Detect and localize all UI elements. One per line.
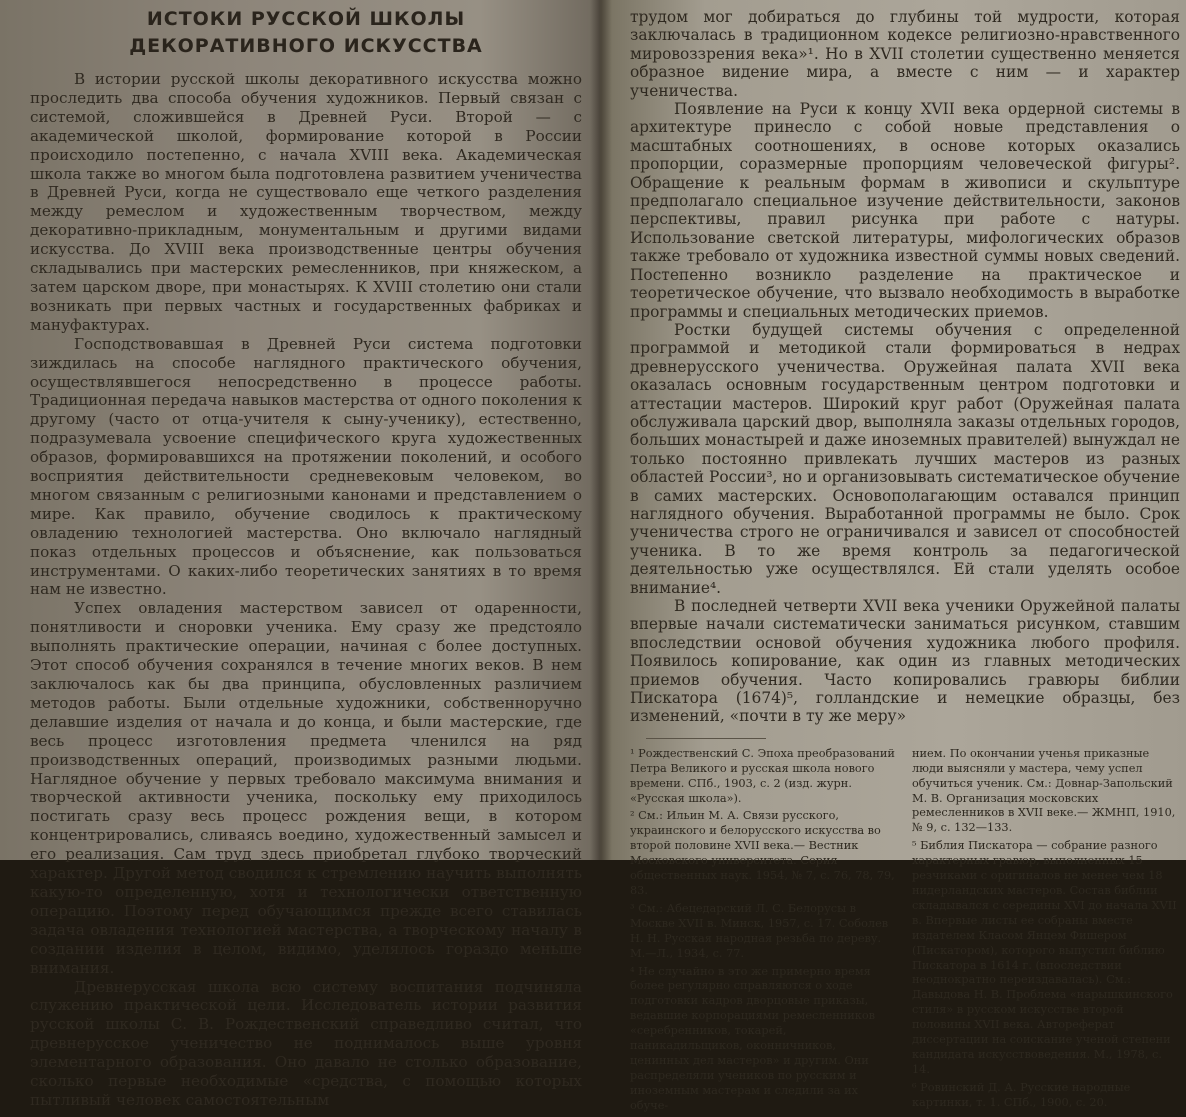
footnote: ¹ Рождественский С. Эпоха преобразований Петра Великого и русская школа нового времени. СПб., 1903, с. 2 (изд. журн. «Русская школа»). bbox=[630, 746, 895, 805]
paragraph: Древнерусская школа всю систему воспитания подчиняла служению практической цели. Исследователь истории развития русской школы С. В. Рождественский справедливо считал, что древнерусское ученичество не поднималось выше уровня элементарного образования. Оно давало не столько образование, сколько первые необходимые «средства, с помощью которых пытливый человек самостоятельным bbox=[30, 977, 582, 1109]
footnote: нием. По окончании ученья приказные люди выясняли у мастера, чему успел обучиться ученик. См.: Довнар-Запольский М. В. Организация московских ремесленников в XVII веке.— ЖМНП, 1910, № 9, с. 132—133. bbox=[912, 746, 1176, 835]
paragraph: В последней четверти XVII века ученики Оружейной палаты впервые начали систематически заниматься рисунком, ставшим впоследствии основой обучения художника любого профиля. Появилось копирование, как один из главных методических приемов обучения. Часто копировались гравюры библии Пискатора (1674)⁵, голландские и немецкие образцы, без изменений, «почти в ту же меру» bbox=[630, 597, 1180, 726]
paragraph: Успех овладения мастерством зависел от одаренности, понятливости и сноровки ученика. Ему сразу же предстояло выполнять практические операции, начиная с более доступных. Этот способ обучения сохранялся в течение многих веков. В нем заключалось как бы два принципа, обусловленных различием методов работы. Были отдельные художники, собственноручно делавшие изделия от начала и до конца, и были мастерские, где весь процесс изготовления предмета членился на ряд производственных операций, производимых разными людьми. Наглядное обучение у первых требовало максимума внимания и творческой активности ученика, поскольку ему приходилось постигать сразу весь процесс рождения вещи, в котором концентрировались, сливаясь воедино, художественный замысел и его реализация. Сам труд здесь приобретал глубоко творческий характер. Другой метод сводился к стремлению научить выполнять какую-то определенную, хотя и технологически ответственную операцию. Поэтому перед обучающимся прежде всего ставилась задача овладения технологией мастерства, а творческому началу в создании изделия в целом, видимо, уделялось гораздо меньше внимания. bbox=[30, 599, 582, 977]
chapter-title-line-1: ИСТОКИ РУССКОЙ ШКОЛЫ bbox=[146, 8, 466, 30]
book-gutter bbox=[590, 0, 612, 860]
paragraph: Появление на Руси к концу XVII века ордерной системы в архитектуре принесло с собой новые представления о масштабных соотношениях, в основе которых оказались пропорции, соразмерные пропорциям человеческой фигуры². Обращение к реальным формам в живописи и скульптуре предполагало специальное изучение действительности, законов перспективы, правил рисунка при работе с натуры. Использование светской литературы, мифологических образов также требовало от художника известной суммы новых сведений. Постепенно возникло разделение на практическое и теоретическое обучение, что вызвало необходимость в выработке программы и специальных методических приемов. bbox=[630, 100, 1180, 321]
footnote: ⁶ Ровинский Д. А. Русские народные картинки, т. 1. СПб., 1900, с. 20. bbox=[912, 1080, 1131, 1109]
chapter-title-line-2: ДЕКОРАТИВНОГО ИСКУССТВА bbox=[129, 35, 483, 57]
footnote-divider bbox=[646, 738, 766, 739]
paragraph: Ростки будущей системы обучения с определенной программой и методикой стали формироваться в недрах древнерусского ученичества. Оружейная палата XVII века оказалась основным государственным центром подготовки и аттестации мастеров. Широкий круг работ (Оружейная палата обслуживала царский двор, выполняла заказы отдельных городов, больших монастырей и даже иноземных правителей) вынуждал не только постоянно привлекать лучших мастеров из разных областей России³, но и организовывать систематическое обучение в самих мастерских. Основополагающим оставался принцип наглядного обучения. Выработанной программы не было. Срок ученичества строго не ограничивался и зависел от способностей ученика. В то же время контроль за педагогической деятельностью уже осуществлялся. Ей стали уделять особое внимание⁴. bbox=[630, 320, 1180, 597]
right-page-body bbox=[630, 8, 1180, 726]
paragraph: В истории русской школы декоративного искусства можно проследить два способа обучения художников. Первый связан с системой, сложившейся в Древней Руси. Второй — с академической школой, формирование которой в России происходило постепенно, с начала XVIII века. Академическая школа также во многом была подготовлена развитием ученичества в Древней Руси, когда не существовало еще четкого разделения между ремеслом и художественным творчеством, между декоративно-прикладным, монументальным и другими видами искусства. До XVIII века производственные центры обучения складывались при мастерских ремесленников, при княжеском, а затем царском дворе, при монастырях. К XVIII столетию они стали возникать при первых частных и государственных фабриках и мануфактурах. bbox=[30, 70, 582, 334]
footnotes-column-1 bbox=[630, 747, 898, 1117]
right-page bbox=[600, 0, 1186, 1112]
footnotes-column-2 bbox=[912, 747, 1180, 1117]
footnote: ⁴ Не случайно в это же примерно время более регулярно справляются о ходе подготовки кадров дворцовые приказы, ведавшие корпорациями ремесленников «серебренников, токарей, паникадильщиков, оконничников, ценинных дел мастеров» и другим. Они распределяли учеников по русским и иноземным мастерам и следили за их обуче- bbox=[630, 964, 876, 1112]
chapter-title bbox=[30, 6, 582, 60]
footnote: ³ См.: Абецедарский Л. С. Белорусы в Москве XVII в. Минск, 1957, с. 17. Соболев Н. Н. Русская народная резьба по дереву. М.—Л., 1934, с. 77. bbox=[630, 901, 889, 960]
left-page-body bbox=[30, 70, 582, 1110]
paragraph-continued: трудом мог добираться до глубины той мудрости, которая заключалась в традиционном кодексе религиозно-нравственного мировоззрения века»¹. Но в XVII столетии существенно меняется образное видение мира, а вместе с ним — и характер ученичества. bbox=[630, 8, 1180, 100]
footnote: ² См.: Ильин М. А. Связи русского, украинского и белорусского искусства во второй половине XVII века.— Вестник Московского университета. Серия общественных наук. 1954, № 7, с. 76, 78, 79, 83. bbox=[630, 809, 895, 897]
paragraph: Господствовавшая в Древней Руси система подготовки зиждилась на способе наглядного практического обучения, осуществлявшегося непосредственно в процессе работы. Традиционная передача навыков мастерства от одного поколения к другому (часто от отца-учителя к сыну-ученику), естественно, подразумевала усвоение специфического круга художественных образов, формировавшихся на протяжении поколений, и особого восприятия действительности средневековым человеком, во многом связанным с религиозными канонами и представлением о мире. Как правило, обучение сводилось к практическому овладению технологией мастерства. Оно включало наглядный показ отдельных процессов и объяснение, как пользоваться инструментами. О каких-либо теоретических занятиях в то время нам не известно. bbox=[30, 334, 582, 599]
footnotes bbox=[630, 747, 1180, 1117]
footnote: ⁵ Библия Пискатора — собрание разного характерных гравюр, выполненных 15 резчиками с оригиналов не менее чем 18 нидерландских мастеров. Состав библии складывался с середины XVI до начала XVII в. Впервые листы ее собраны вместе издателем Класом Янцем Фишером (Пискатором), которого выпустил библию Пискатора в 1614 г. (впоследствии неоднократно переиздавалась). См.: Давыдова Н. В. Проблема «нарышкинского стиля» в русском искусстве второй половины XVII века. Автореферат диссертации на соискание ученой степени кандидата искусствоведения. М., 1978, с. 14. bbox=[912, 839, 1177, 1076]
